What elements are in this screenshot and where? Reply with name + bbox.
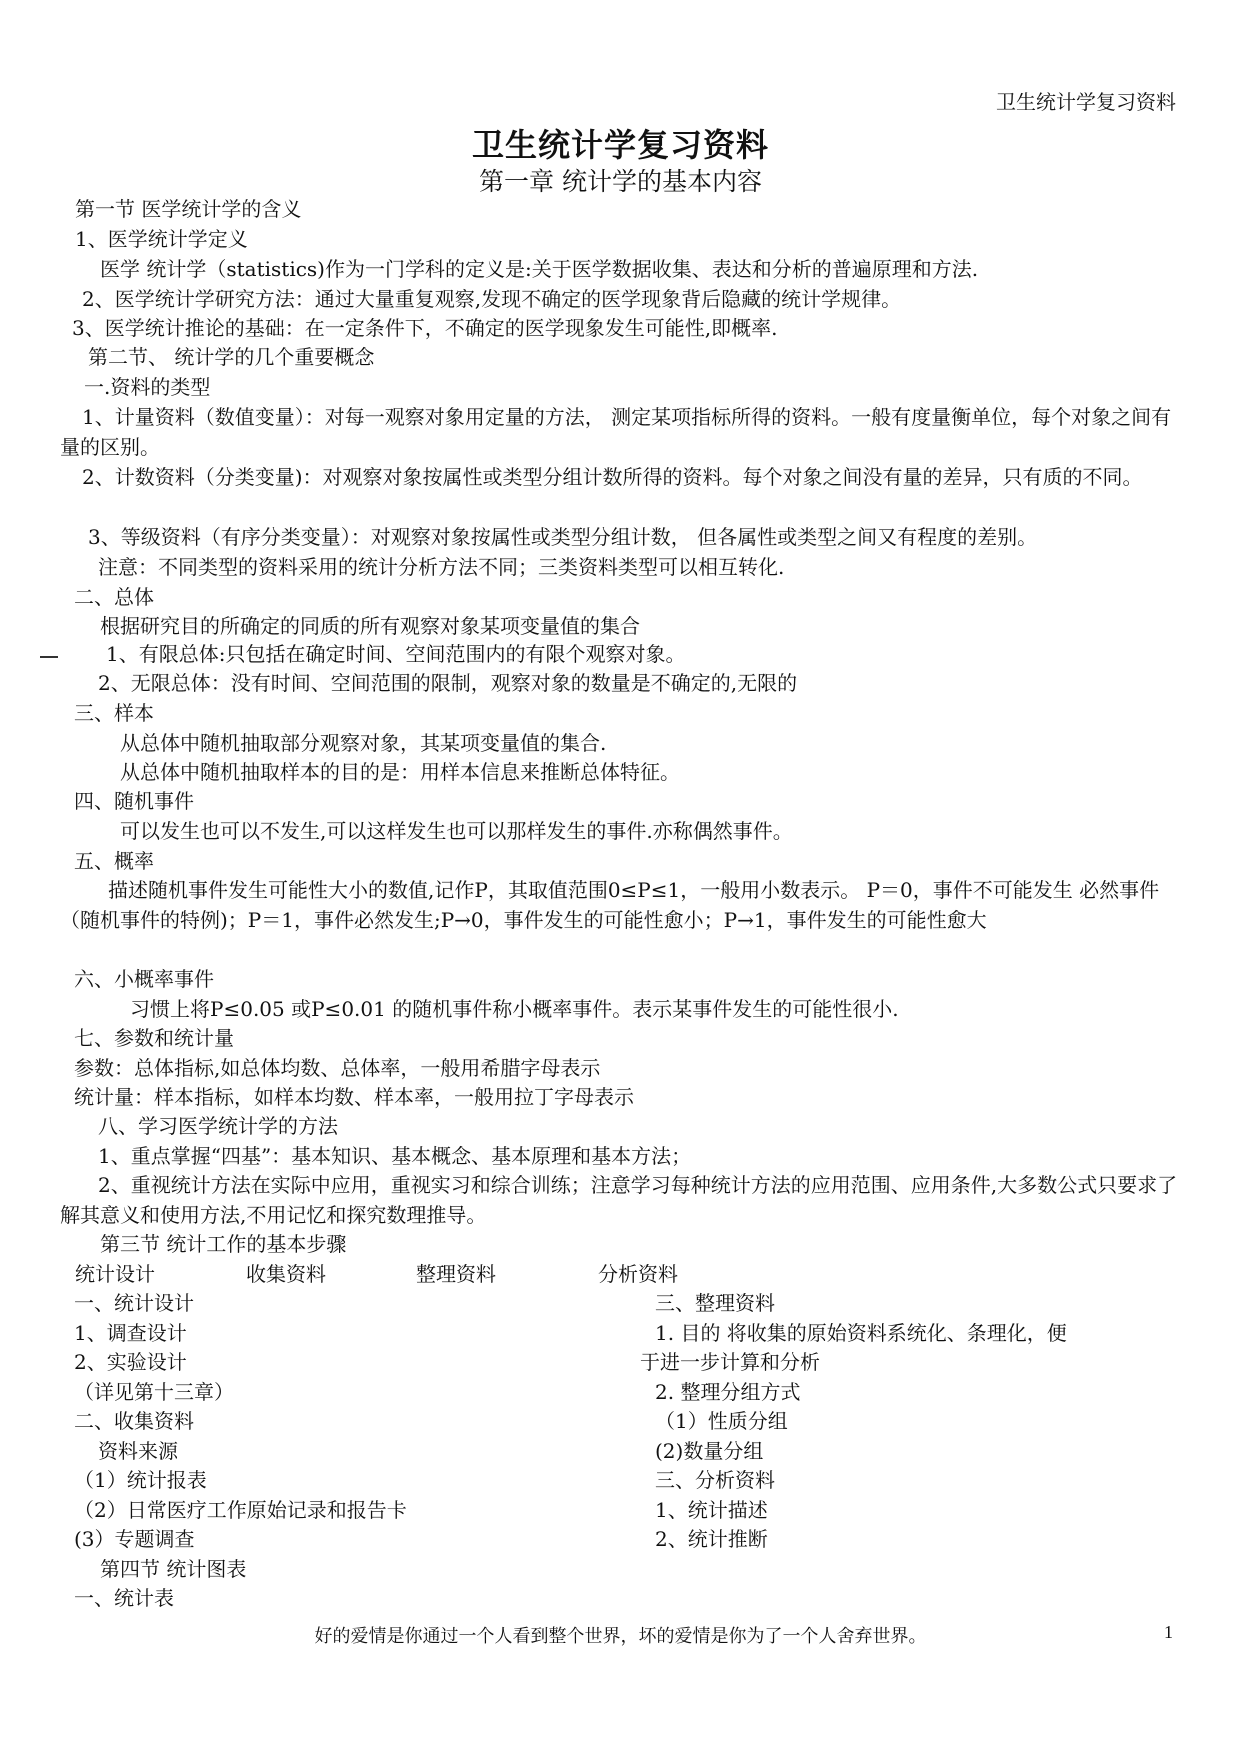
right-column-line: 2、统计推断 — [655, 1527, 768, 1551]
right-column-line: 三、整理资料 — [655, 1291, 775, 1315]
subheading: 六、小概率事件 — [74, 967, 214, 991]
chapter-title: 第一章 统计学的基本内容 — [479, 167, 762, 196]
subheading: 一.资料的类型 — [84, 375, 211, 399]
right-column-line: 三、分析资料 — [655, 1468, 775, 1492]
subheading: 五、概率 — [74, 849, 154, 873]
right-column-line: 1、统计描述 — [655, 1498, 768, 1522]
right-column-line: 2. 整理分组方式 — [655, 1380, 801, 1404]
paragraph: 统计量：样本指标，如样本均数、样本率，一般用拉丁字母表示 — [74, 1085, 634, 1109]
left-column-line: 资料来源 — [98, 1439, 178, 1463]
paragraph: 2、计数资料（分类变量)：对观察对象按属性或类型分组计数所得的资料。每个对象之间没有量的差异，只有质的不同。 — [82, 465, 1143, 489]
right-column-line: 1. 目的 将收集的原始资料系统化、条理化，便 — [655, 1321, 1067, 1345]
step-label: 收集资料 — [246, 1262, 326, 1286]
section-4-heading: 第四节 统计图表 — [100, 1557, 247, 1581]
footer-quote: 好的爱情是你通过一个人看到整个世界，坏的爱情是你为了一个人舍弃世界。 — [314, 1626, 927, 1646]
paragraph: 2、医学统计学研究方法：通过大量重复观察,发现不确定的医学现象背后隐藏的统计学规律。 — [82, 287, 902, 311]
running-header: 卫生统计学复习资料 — [996, 90, 1176, 114]
step-label: 整理资料 — [416, 1262, 496, 1286]
paragraph: 从总体中随机抽取部分观察对象，其某项变量值的集合. — [120, 731, 607, 755]
step-label: 统计设计 — [75, 1262, 155, 1286]
page-number: 1 — [1164, 1622, 1173, 1642]
paragraph: 参数：总体指标,如总体均数、总体率，一般用希腊字母表示 — [74, 1056, 601, 1080]
paragraph: 从总体中随机抽取样本的目的是：用样本信息来推断总体特征。 — [120, 760, 680, 784]
left-column-line: （2）日常医疗工作原始记录和报告卡 — [74, 1498, 407, 1522]
subheading: 二、总体 — [74, 585, 154, 609]
right-column-line: （1）性质分组 — [655, 1409, 788, 1433]
paragraph: 1、计量资料（数值变量）：对每一观察对象用定量的方法， 测定某项指标所得的资料。一般有度量衡单位，每个对象之间有量的区别。 — [60, 405, 1172, 459]
paragraph: 3、等级资料（有序分类变量）：对观察对象按属性或类型分组计数， 但各属性或类型之间又有程度的差别。 — [88, 525, 1038, 549]
left-column-line: （1）统计报表 — [74, 1468, 207, 1492]
left-column-line: 一、统计设计 — [74, 1291, 194, 1315]
paragraph: 可以发生也可以不发生,可以这样发生也可以那样发生的事件.亦称偶然事件。 — [120, 819, 793, 843]
paragraph: 2、重视统计方法在实际中应用，重视实习和综合训练；注意学习每种统计方法的应用范围、应用条件,大多数公式只要求了解其意义和使用方法,不用记忆和探究数理推导。 — [60, 1173, 1178, 1227]
paragraph: 1、有限总体:只包括在确定时间、空间范围内的有限个观察对象。 — [106, 642, 686, 666]
subheading: 一、统计表 — [74, 1586, 174, 1610]
section-1-heading: 第一节 医学统计学的含义 — [75, 197, 302, 221]
left-column-line: 1、调查设计 — [74, 1321, 187, 1345]
subheading: 八、学习医学统计学的方法 — [98, 1114, 338, 1138]
section-3-heading: 第三节 统计工作的基本步骤 — [100, 1232, 347, 1256]
left-column-line: 2、实验设计 — [74, 1350, 187, 1374]
left-column-line: (3）专题调查 — [74, 1527, 195, 1551]
paragraph: 描述随机事件发生可能性大小的数值,记作P，其取值范围0≤P≤1，一般用小数表示。 P＝0，事件不可能发生 必然事件（随机事件的特例)；P＝1，事件必然发生;P→0，事件发生的可能性愈小；P→1，事件发生的可能性愈大 — [60, 878, 1160, 932]
left-column-line: 二、收集资料 — [74, 1409, 194, 1433]
paragraph: 1、医学统计学定义 — [75, 227, 248, 251]
subheading: 四、随机事件 — [74, 789, 194, 813]
margin-mark — [40, 656, 58, 658]
paragraph: 根据研究目的所确定的同质的所有观察对象某项变量值的集合 — [100, 614, 640, 638]
right-column-line: 于进一步计算和分析 — [640, 1350, 820, 1374]
section-2-heading: 第二节、 统计学的几个重要概念 — [88, 345, 375, 369]
paragraph: 医学 统计学（statistics)作为一门学科的定义是:关于医学数据收集、表达和分析的普遍原理和方法. — [100, 257, 979, 281]
subheading: 三、样本 — [74, 701, 154, 725]
right-column-line: (2)数量分组 — [655, 1439, 764, 1463]
step-label: 分析资料 — [598, 1262, 678, 1286]
note: 注意：不同类型的资料采用的统计分析方法不同；三类资料类型可以相互转化. — [98, 555, 785, 579]
left-column-line: （详见第十三章） — [74, 1380, 234, 1404]
paragraph: 习惯上将P≤0.05 或P≤0.01 的随机事件称小概率事件。表示某事件发生的可能性很小. — [130, 997, 899, 1021]
paragraph: 2、无限总体：没有时间、空间范围的限制，观察对象的数量是不确定的,无限的 — [98, 671, 798, 695]
paragraph: 3、医学统计推论的基础：在一定条件下，不确定的医学现象发生可能性,即概率. — [72, 316, 778, 340]
document-title: 卫生统计学复习资料 — [471, 126, 769, 164]
paragraph: 1、重点掌握“四基”：基本知识、基本概念、基本原理和基本方法； — [98, 1144, 692, 1168]
subheading: 七、参数和统计量 — [74, 1026, 234, 1050]
